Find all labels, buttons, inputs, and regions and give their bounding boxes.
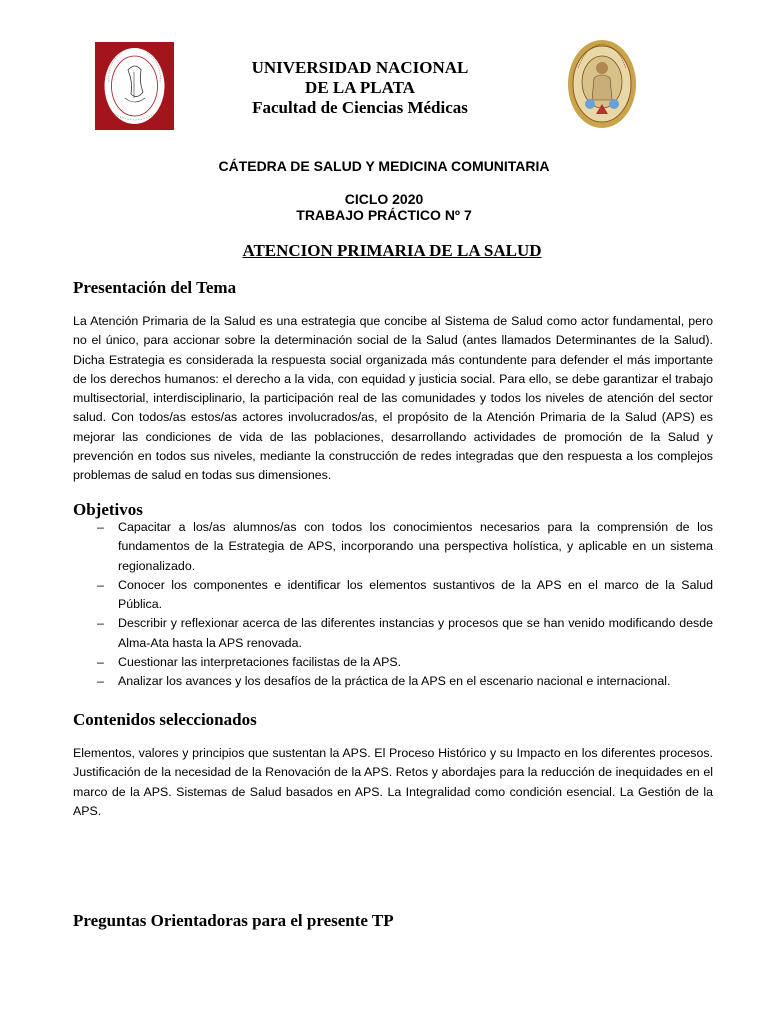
document-title: ATENCION PRIMARIA DE LA SALUD: [242, 241, 542, 260]
list-bullet: –: [97, 520, 104, 534]
preguntas-heading: Preguntas Orientadoras para el presente TP: [73, 911, 394, 930]
contenidos-text: Elementos, valores y principios que sustentan la APS. El Proceso Histórico y su Impacto en los diferentes procesos. Justificación de la necesidad de la Renovación de la APS. Retos y abordajes para la reducción de inequidades en el marco de la APS. Sistemas de Salud basados en APS. La Integralidad como condición esencial. La Gestión de la APS.: [73, 746, 713, 818]
objetivo-text: Describir y reflexionar acerca de las diferentes instancias y procesos que se han venido modificando desde Alma-Ata hasta la APS renovada.: [118, 616, 713, 650]
university-name-line2: DE LA PLATA: [305, 78, 415, 97]
presentacion-text: La Atención Primaria de la Salud es una estrategia que concibe al Sistema de Salud como actor fundamental, pero no el único, para accionar sobre la determinación social de la Salud (antes llamados Determinantes de la Salud). Dicha Estrategia es considerada la respuesta social organizada más contundente para defender el más importante de los derechos humanos: el derecho a la vida, con equidad y justicia social. Para ello, se debe garantizar el trabajo multisectorial, interdisciplinario, la participación real de las comunidades y todos los niveles de atención del sector salud. Con todos/as estos/as actores involucrados/as, el propósito de la Atención Primaria de la Salud (APS) es mejorar las condiciones de vida de las poblaciones, desarrollando actividades de promoción de la Salud y prevención en todos sus niveles, mediante la construcción de redes integradas que den respuesta a los complejos problemas de salud en todas sus dimensiones.: [73, 314, 713, 483]
objetivo-text: Analizar los avances y los desafíos de la práctica de la APS en el escenario nacional e internacional.: [118, 674, 671, 689]
presentacion-heading: Presentación del Tema: [73, 278, 237, 297]
list-item: [73, 653, 713, 672]
list-bullet: –: [97, 674, 104, 689]
list-item: [73, 576, 713, 615]
objetivo-text: Cuestionar las interpretaciones facilistas de la APS.: [118, 655, 402, 670]
list-item: [73, 518, 713, 576]
list-item: [73, 614, 713, 653]
ciclo-label: CICLO 2020: [344, 191, 424, 207]
objetivos-list: [73, 518, 713, 692]
objetivos-heading: Objetivos: [73, 500, 143, 519]
contenidos-heading: Contenidos seleccionados: [73, 710, 257, 729]
catedra-title: CÁTEDRA DE SALUD Y MEDICINA COMUNITARIA: [218, 158, 550, 174]
list-bullet: –: [97, 577, 104, 592]
faculty-name: Facultad de Ciencias Médicas: [252, 98, 468, 117]
list-bullet: –: [97, 655, 104, 670]
objetivo-text: Conocer los componentes e identificar los elementos sustantivos de la APS en el marco de la Salud Pública.: [118, 577, 713, 612]
university-name-line1: UNIVERSIDAD NACIONAL: [251, 58, 469, 77]
university-header: [0, 58, 720, 118]
trabajo-practico-label: TRABAJO PRÁCTICO Nº 7: [296, 207, 472, 223]
list-bullet: –: [97, 616, 104, 631]
objetivo-text: Capacitar a los/as alumnos/as con todos los conocimientos necesarios para la comprensión de los fundamentos de la Estrategia de APS, incorporando una perspectiva holística, y aplicable en un sistema regionalizado.: [118, 520, 713, 573]
list-item: [73, 672, 713, 691]
